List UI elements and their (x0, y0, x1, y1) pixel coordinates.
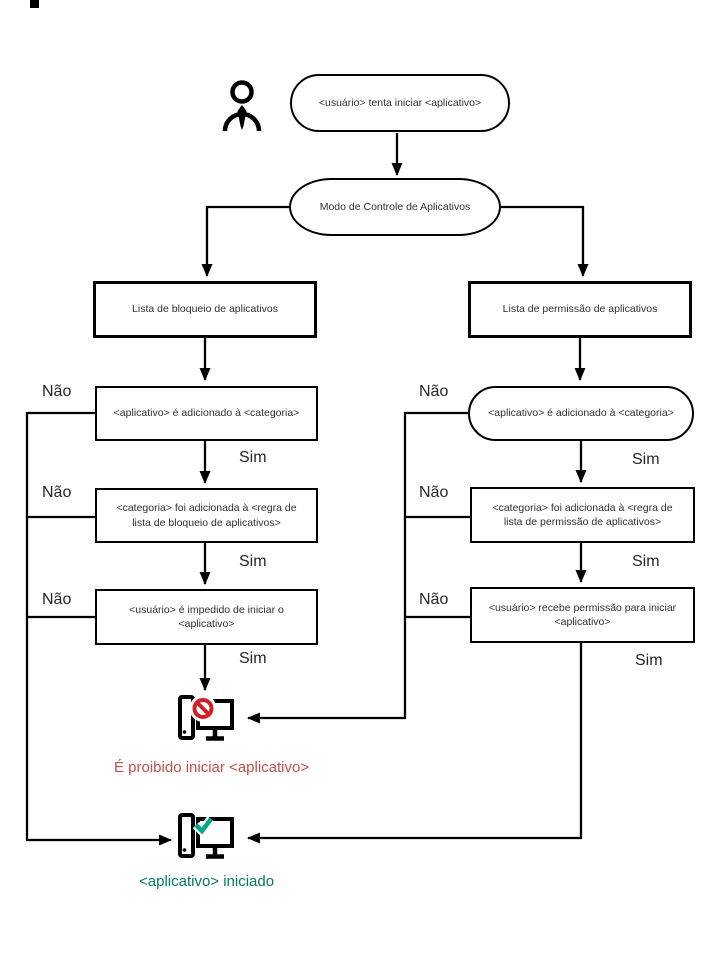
edge-label-no: Não (42, 591, 72, 608)
computer-started-icon (177, 812, 235, 867)
node-allow-app-in-category (468, 386, 694, 441)
edge-label-yes: Sim (635, 652, 663, 669)
edge-label-no: Não (419, 591, 449, 608)
node-block-app-in-category (95, 386, 318, 441)
node-allow-category-in-rule-label: <categoria> foi adicionada à <regra de lista de permissão de aplicativos> (492, 501, 673, 528)
edge-label-no: Não (419, 383, 449, 400)
caption-forbidden: É proibido iniciar <aplicativo> (114, 759, 310, 776)
node-allow-result (470, 587, 695, 643)
node-allow-category-in-rule (470, 487, 695, 543)
edge-label-yes: Sim (239, 553, 267, 570)
node-block-category-in-rule (95, 488, 318, 543)
edge-label-yes: Sim (632, 553, 660, 570)
caption-started: <aplicativo> iniciado (139, 873, 275, 890)
edge-label-no: Não (419, 484, 449, 501)
edge-label-yes: Sim (632, 451, 660, 468)
node-mode-label: Modo de Controle de Aplicativos (319, 200, 471, 213)
edge-label-yes: Sim (239, 449, 267, 466)
edge-label-no: Não (42, 383, 72, 400)
user-icon (221, 79, 263, 138)
node-blocklist-label: Lista de bloqueio de aplicativos (132, 303, 278, 316)
node-allow-app-in-category-label: <aplicativo> é adicionado à <categoria> (488, 407, 674, 420)
node-allow-result-label: <usuário> recebe permissão para iniciar <aplicativo> (488, 601, 677, 628)
edge-label-yes: Sim (239, 650, 267, 667)
node-start (290, 74, 510, 132)
node-allowlist-label: Lista de permissão de aplicativos (502, 303, 658, 316)
node-blocklist (93, 281, 317, 338)
node-allowlist (468, 281, 692, 338)
node-block-result-label: <usuário> é impedido de iniciar o <aplicativo> (129, 603, 284, 630)
node-block-result (95, 589, 318, 645)
edge-label-no: Não (42, 484, 72, 501)
node-block-category-in-rule-label: <categoria> foi adicionada à <regra de lista de bloqueio de aplicativos> (116, 502, 297, 529)
node-application-control-mode (289, 178, 501, 236)
node-start-label: <usuário> tenta iniciar <aplicativo> (318, 96, 482, 109)
node-block-app-in-category-label: <aplicativo> é adicionado à <categoria> (113, 407, 300, 420)
computer-blocked-icon (177, 694, 235, 749)
